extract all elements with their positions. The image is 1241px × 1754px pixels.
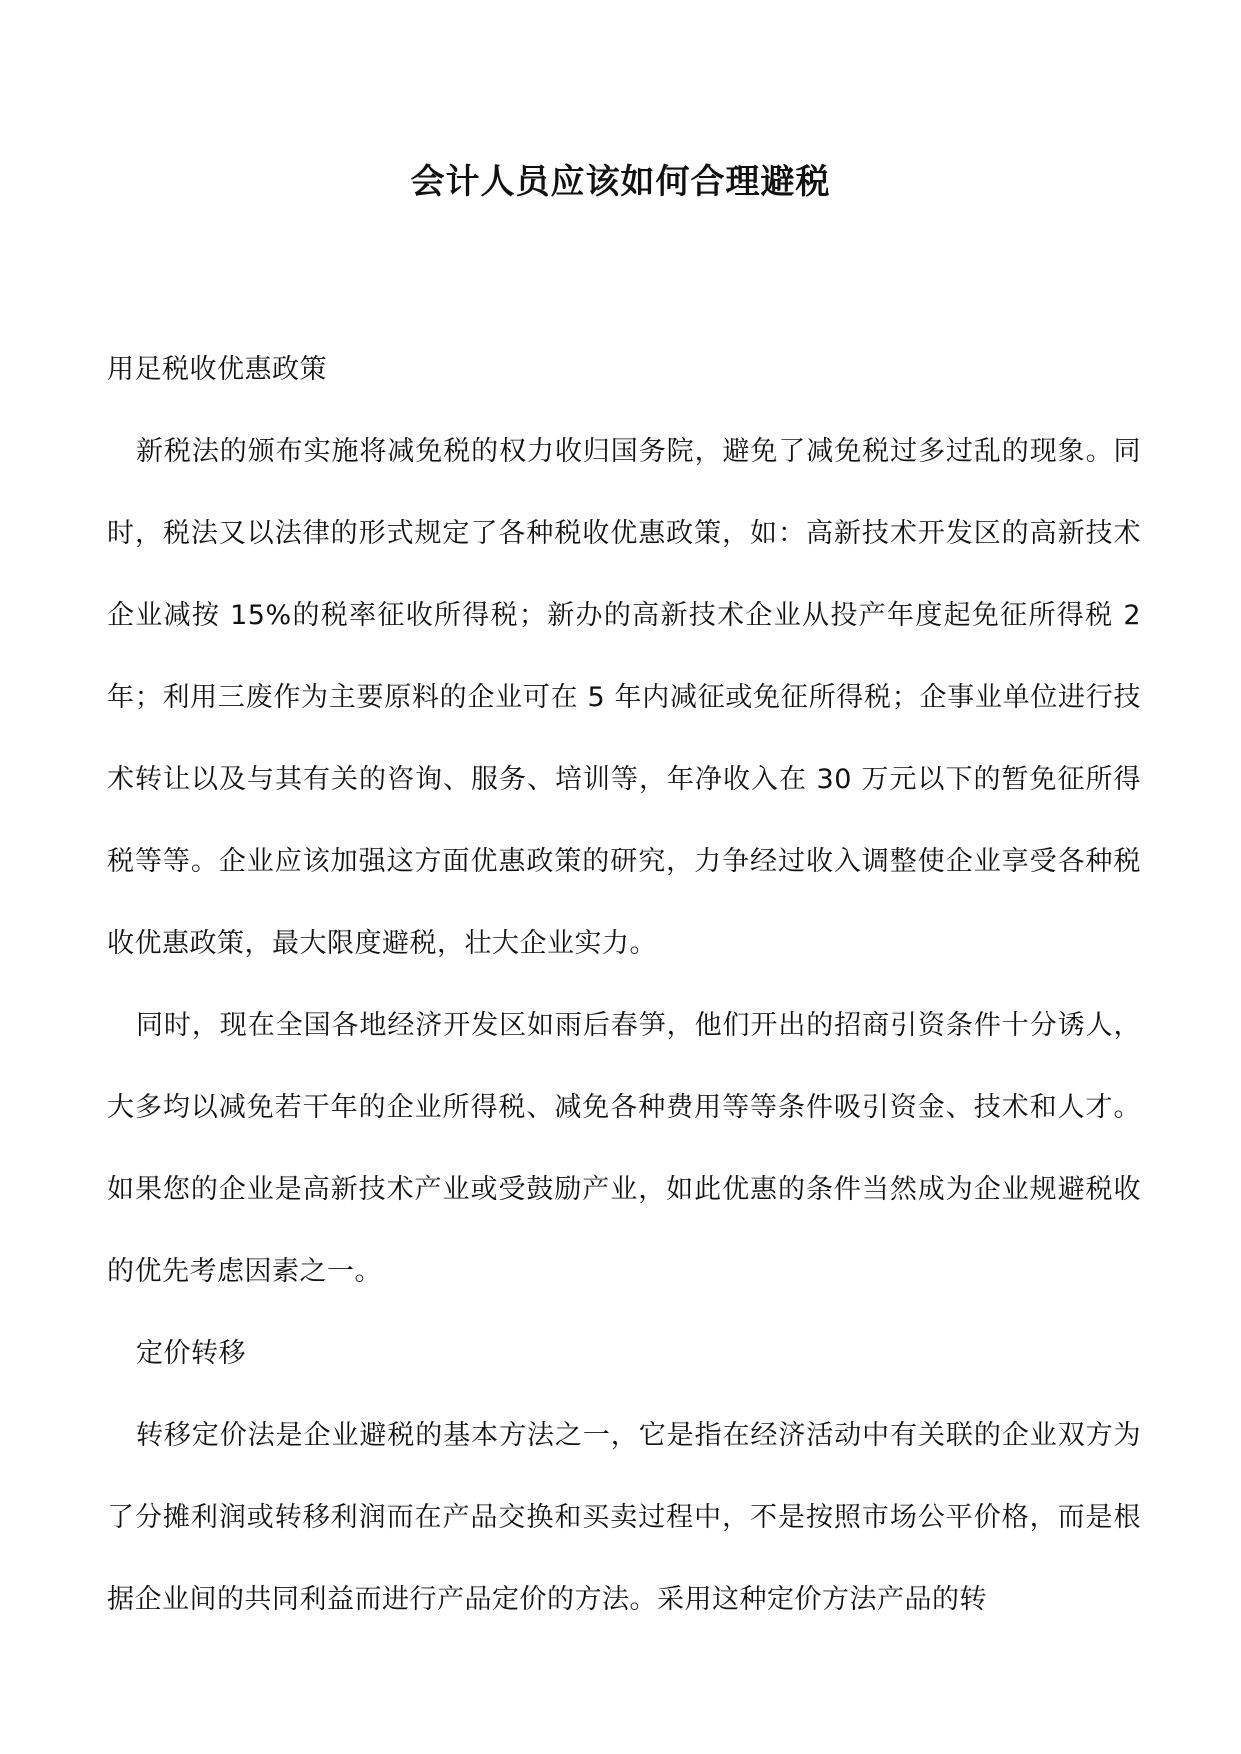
section-heading-tax-incentives: 用足税收优惠政策: [107, 354, 327, 385]
section-heading-transfer-pricing: 定价转移: [136, 1338, 246, 1369]
paragraph-development-zones: 同时，现在全国各地经济开发区如雨后春笋，他们开出的招商引资条件十分诱人，大多均以减免若干年的企业所得税、减免各种费用等等条件吸引资金、技术和人才。如果您的企业是高新技术产业或受鼓励产业，如此优惠的条件当然成为企业规避税收的优先考虑因素之一。: [107, 1010, 1141, 1287]
paragraph-tax-law: 新税法的颁布实施将减免税的权力收归国务院，避免了减免税过多过乱的现象。同时，税法又以法律的形式规定了各种税收优惠政策，如：高新技术开发区的高新技术企业减按 15%的税率征收所得税；新办的高新技术企业从投产年度起免征所得税 2 年；利用三废作为主要原料的企业可在 5 年内减征或免征所得税；企事业单位进行技术转让以及与其有关的咨询、服务、培训等，年净收入在 30 万元以下的暂免征所得税等等。企业应该加强这方面优惠政策的研究，力争经过收入调整使企业享受各种税收优惠政策，最大限度避税，壮大企业实力。: [107, 436, 1141, 959]
paragraph-transfer-pricing: 转移定价法是企业避税的基本方法之一，它是指在经济活动中有关联的企业双方为了分摊利润或转移利润而在产品交换和买卖过程中，不是按照市场公平价格，而是根据企业间的共同利益而进行产品定价的方法。采用这种定价方法产品的转: [107, 1420, 1141, 1615]
document-title: 会计人员应该如何合理避税: [410, 162, 831, 202]
